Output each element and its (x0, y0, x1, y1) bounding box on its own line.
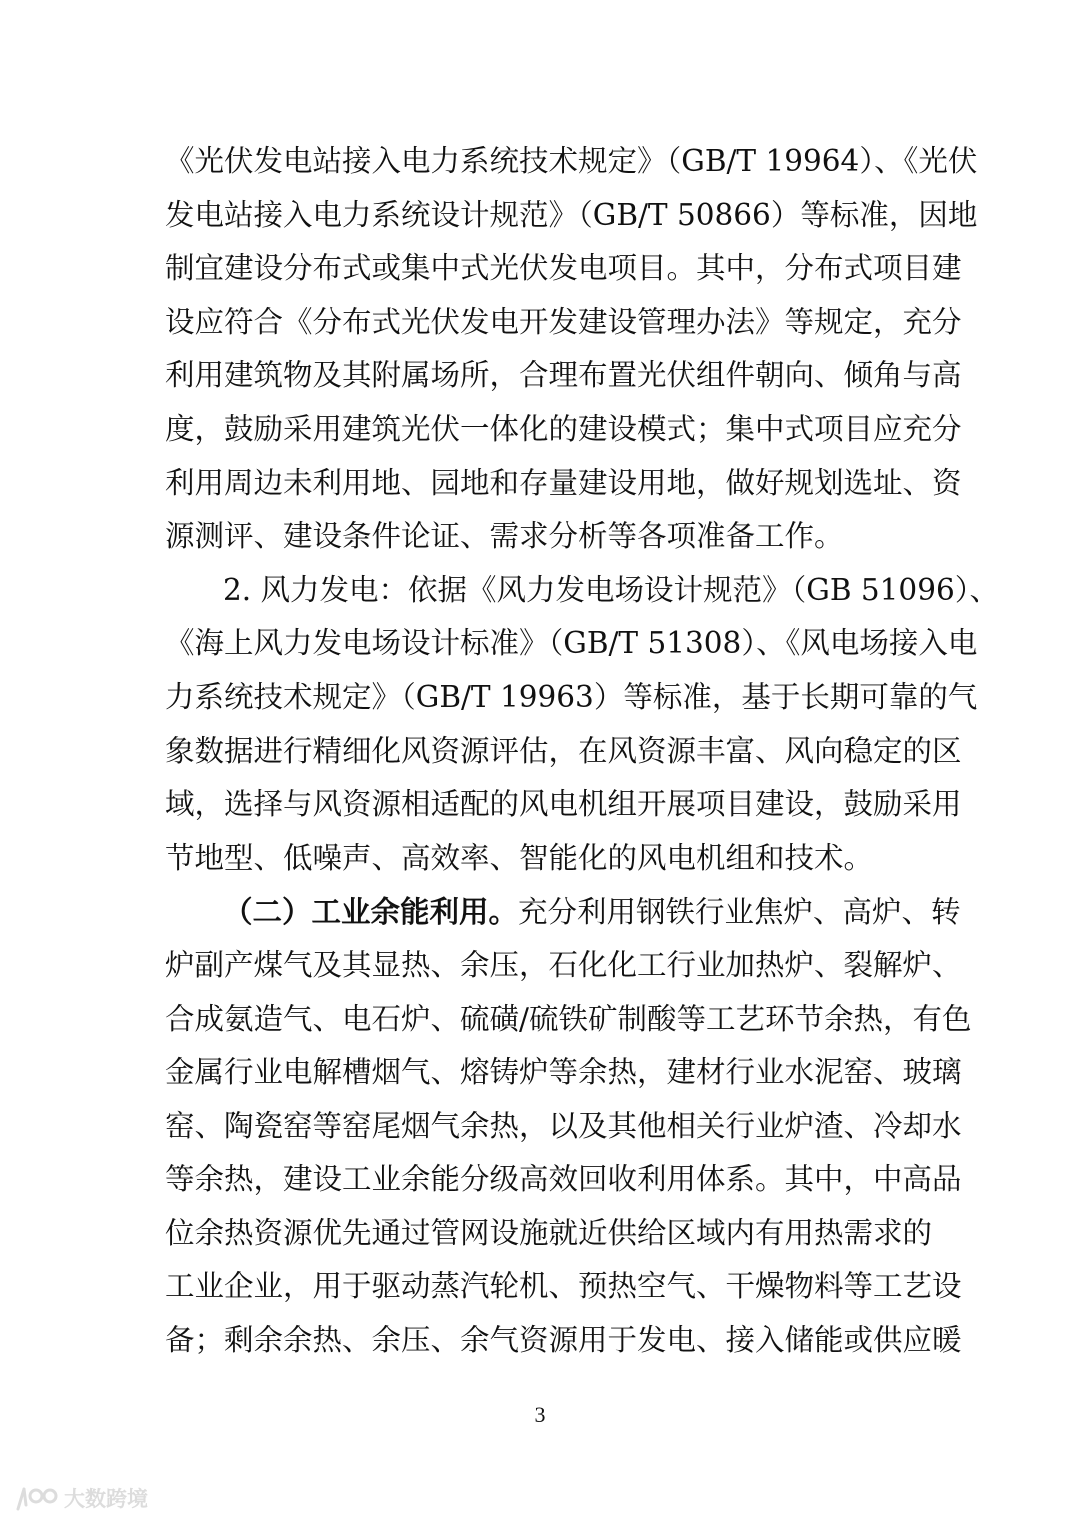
text-line: 位余热资源优先通过管网设施就近供给区域内有用热需求的 (165, 1215, 933, 1250)
text-line: 制宜建设分布式或集中式光伏发电项目。其中，分布式项目建 (165, 251, 962, 286)
text-line: 利用周边未利用地、园地和存量建设用地，做好规划选址、资 (165, 465, 962, 500)
text-line: 备；剩余余热、余压、余气资源用于发电、接入储能或供应暖 (165, 1323, 962, 1358)
text-line: 力系统技术规定》（GB/T 19963）等标准，基于长期可靠的气 (165, 679, 978, 714)
page-number: 3 (534, 1402, 546, 1427)
text-line: 象数据进行精细化风资源评估，在风资源丰富、风向稳定的区 (165, 733, 962, 768)
text-line: 利用建筑物及其附属场所，合理布置光伏组件朝向、倾角与高 (165, 358, 962, 393)
text-line: 域，选择与风资源相适配的风电机组开展项目建设，鼓励采用 (165, 787, 962, 822)
text-line: 工业企业，用于驱动蒸汽轮机、预热空气、干燥物料等工艺设 (165, 1269, 962, 1304)
body-text (165, 135, 999, 1368)
text-line: 2. 风力发电：依据《风力发电场设计规范》（GB 51096）、 (223, 572, 999, 607)
watermark-logo-icon (14, 1483, 60, 1513)
text-line: 合成氨造气、电石炉、硫磺/硫铁矿制酸等工艺环节余热，有色 (165, 1001, 972, 1036)
section-text: 充分利用钢铁行业焦炉、高炉、转 (518, 895, 961, 930)
text-line: 源测评、建设条件论证、需求分析等各项准备工作。 (165, 519, 844, 554)
text-line: 窑、陶瓷窑等窑尾烟气余热，以及其他相关行业炉渣、冷却水 (165, 1108, 962, 1143)
text-line: 炉副产煤气及其显热、余压，石化化工行业加热炉、裂解炉、 (165, 947, 962, 982)
watermark-text: 大数跨境 (64, 1487, 148, 1511)
text-line: 等余热，建设工业余能分级高效回收利用体系。其中，中高品 (165, 1162, 962, 1197)
text-line: 金属行业电解槽烟气、熔铸炉等余热，建材行业水泥窑、玻璃 (165, 1055, 962, 1090)
text-line: 设应符合《分布式光伏发电开发建设管理办法》等规定，充分 (165, 304, 962, 339)
text-line: 《海上风力发电场设计标准》（GB/T 51308）、《风电场接入电 (165, 626, 978, 661)
text-line: 节地型、低噪声、高效率、智能化的风电机组和技术。 (165, 840, 874, 875)
text-line: 《光伏发电站接入电力系统技术规定》（GB/T 19964）、《光伏 (165, 144, 978, 178)
section-heading: （二）工业余能利用。 (223, 894, 519, 930)
section-line (165, 885, 961, 939)
watermark (14, 1480, 148, 1516)
text-line: 度，鼓励采用建筑光伏一体化的建设模式；集中式项目应充分 (165, 411, 962, 446)
text-line: 发电站接入电力系统设计规范》（GB/T 50866）等标准，因地 (165, 197, 978, 232)
